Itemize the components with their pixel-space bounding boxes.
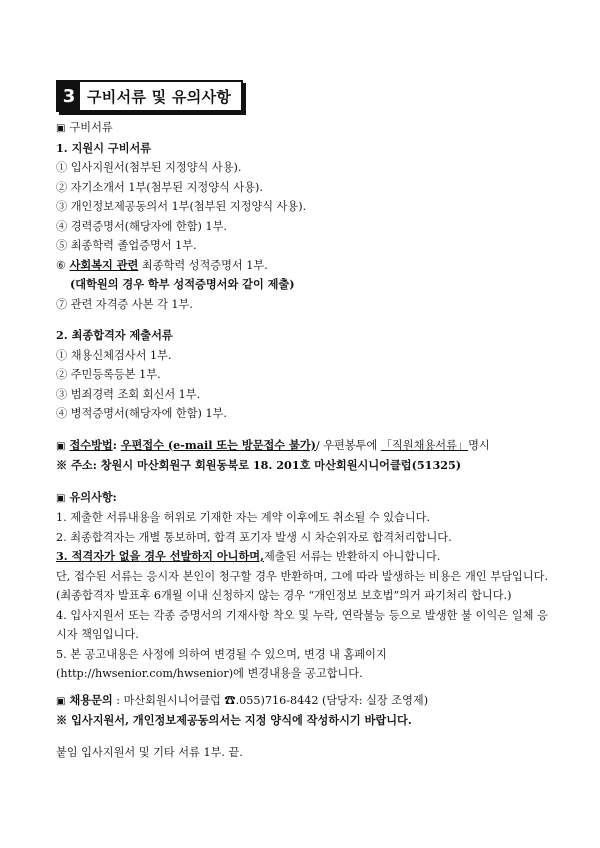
contact-line: ▣ 채용문의 : 마산회원시니어클럽 ☎.055)716-8442 (담당자: 실장 조영제): [56, 692, 429, 707]
note-item: 2. 최종합격자는 개별 통보하며, 합격 포기자 발생 시 차순위자로 합격처리합니다.: [56, 530, 452, 544]
part2-item: ② 주민등록등본 1부.: [56, 368, 161, 381]
part2-item: ③ 범죄경력 조회 회신서 1부.: [56, 387, 201, 401]
part1-item: ① 입사지원서(첨부된 지정양식 사용).: [56, 161, 242, 174]
part1-title: 1. 지원시 구비서류: [56, 140, 152, 155]
submission-method: ▣ 접수방법: 우편접수 (e-mail 또는 방문접수 불가)/ 우편봉투에 「직원채용서류」명시: [56, 437, 490, 452]
document-body: [56, 80, 548, 762]
part1-item: ⑦ 관련 자격증 사본 각 1부.: [56, 297, 193, 311]
contact-note: ※ 입사지원서, 개인정보제공동의서는 지정 양식에 작성하시기 바랍니다.: [56, 713, 412, 727]
note-item: 1. 제출한 서류내용을 허위로 기재한 자는 계약 이후에도 취소될 수 있습니다.: [56, 511, 431, 524]
part1-item-6: ⑥ 사회복지 관련 최종학력 성적증명서 1부.: [56, 257, 268, 272]
docs-header: ▣ 구비서류: [56, 121, 113, 134]
submission-address: ※ 주소: 창원시 마산회원구 회원동북로 18. 201호 마산회원시니어클럽(51325): [56, 458, 462, 472]
part1-item: ④ 경력증명서(해당자에 한함) 1부.: [56, 219, 227, 233]
square-bullet-icon: ▣: [56, 440, 66, 452]
attachment-footer: 붙임 입사지원서 및 기타 서류 1부. 끝.: [56, 745, 243, 759]
square-bullet-icon: ▣: [56, 123, 66, 134]
part1-item: ③ 개인정보제공동의서 1부(첨부된 지정양식 사용).: [56, 200, 307, 213]
part2-item: ① 채용신체검사서 1부.: [56, 348, 172, 362]
part2-title: 2. 최종합격자 제출서류: [56, 328, 173, 342]
square-bullet-icon: ▣: [56, 492, 66, 504]
note-item: 4. 입사지원서 또는 각종 증명서의 기재사항 착오 및 누락, 연락불능 등으로 발생한 불 이익은 일체 응시자 책임입니다.: [56, 608, 548, 641]
square-bullet-icon: ▣: [56, 695, 66, 707]
section-number: 3: [58, 82, 80, 110]
part2-item: ④ 병적증명서(해당자에 한함) 1부.: [56, 407, 227, 420]
part1-item: ⑤ 최종학력 졸업증명서 1부.: [56, 239, 197, 252]
part1-item-6-note: (대학원의 경우 학부 성적증명서와 같이 제출): [70, 277, 295, 291]
note-item: 5. 본 공고내용은 사정에 의하여 변경될 수 있으며, 변경 내 홈페이지: [56, 647, 387, 661]
note-item: 단, 접수된 서류는 응시자 본인이 청구할 경우 반환하며, 그에 따라 발생하는 비용은 개인 부담입니다. (최종합격자 발표후 6개월 이내 신청하지 않는 경우 “개인정보 보호법”의거 파기처리 합니다.): [56, 569, 548, 602]
section-title: 구비서류 및 유의사항: [87, 87, 232, 106]
part1-item: ② 자기소개서 1부(첨부된 지정양식 사용).: [56, 180, 263, 194]
notes-header: ▣ 유의사항:: [56, 489, 117, 504]
section-heading: [56, 80, 243, 112]
note-item: 3. 적격자가 없을 경우 선발하지 아니하며,제출된 서류는 반환하지 아니합니다.: [56, 549, 441, 563]
note-item: (http://hwsenior.com/hwsenior)에 변경내용을 공고합니다.: [56, 667, 363, 680]
